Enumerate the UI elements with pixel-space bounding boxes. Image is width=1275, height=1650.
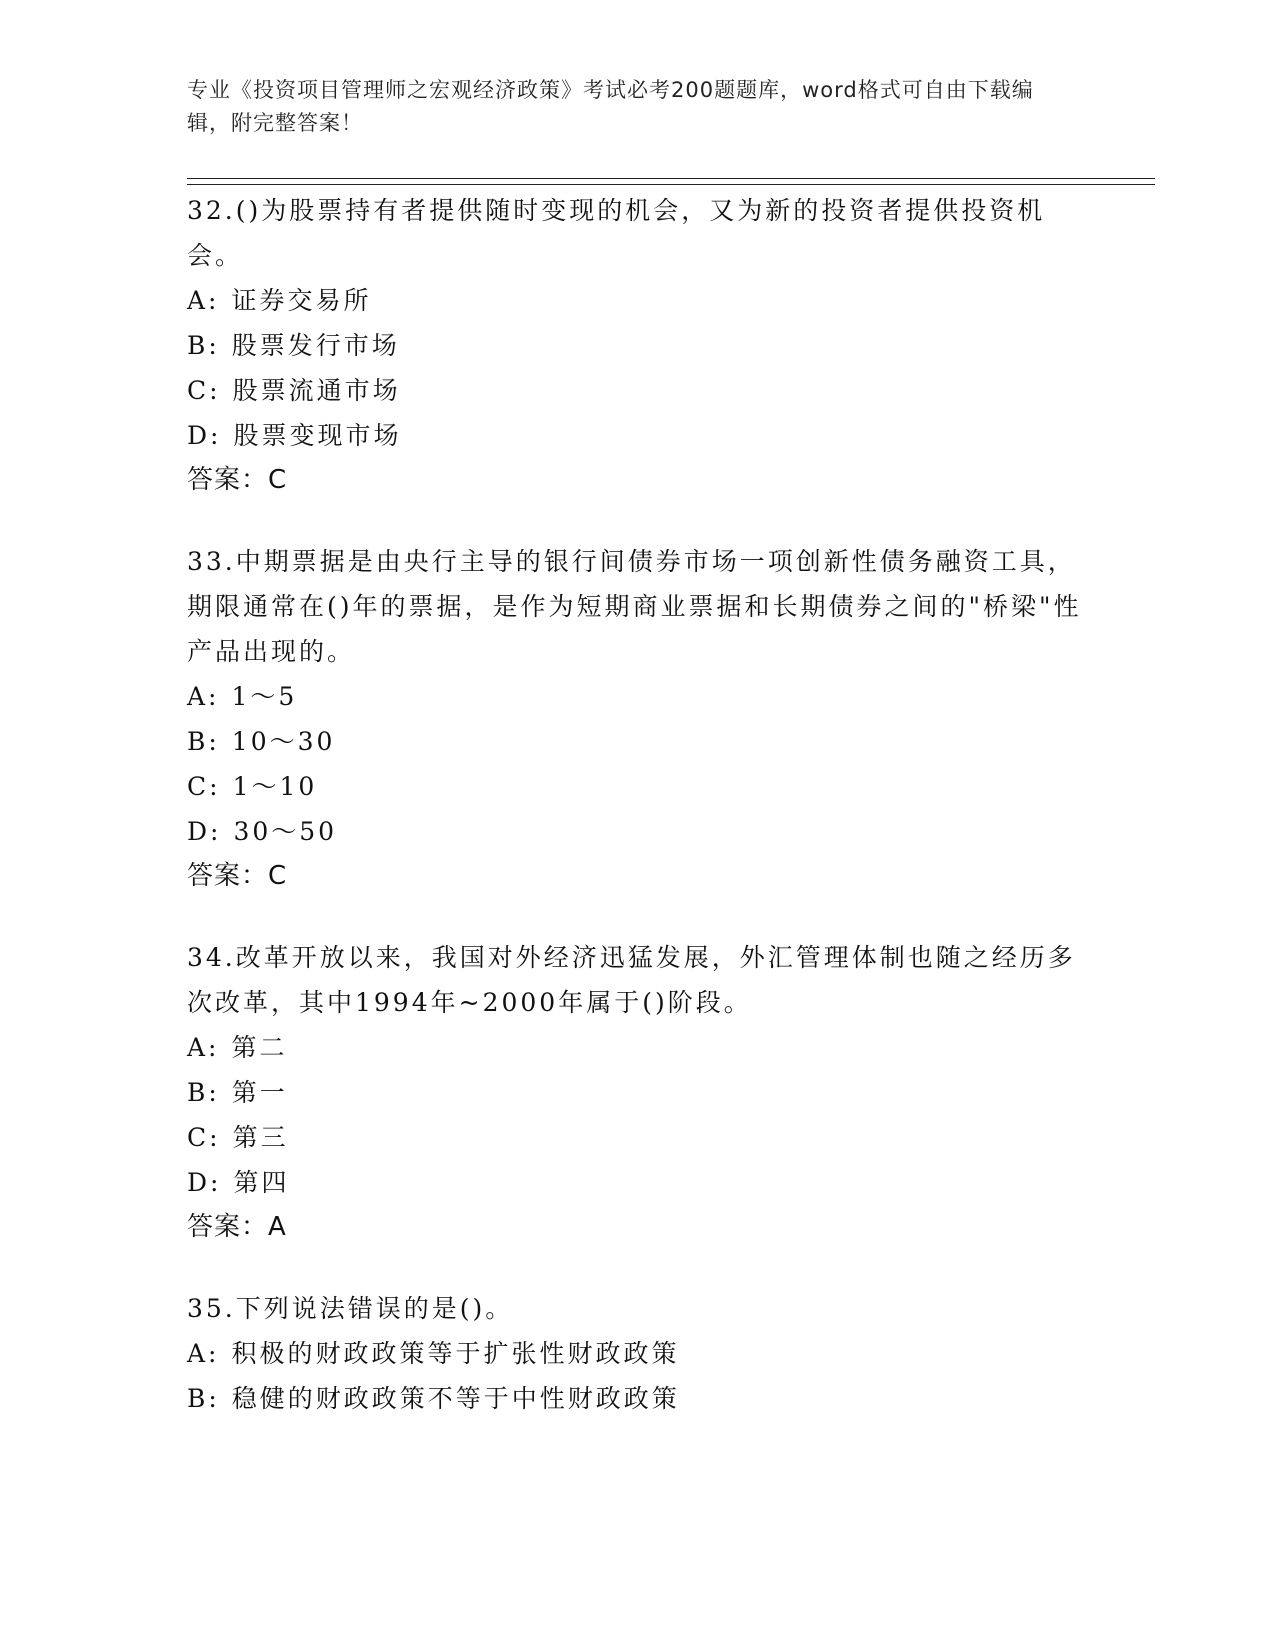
- option-b: [187, 323, 1087, 368]
- option-key: D:: [187, 421, 222, 450]
- option-key: B:: [187, 727, 220, 756]
- option-text: 第四: [233, 1168, 290, 1197]
- document-header: 专业《投资项目管理师之宏观经济政策》考试必考200题题库，word格式可自由下载编辑，附完整答案！: [187, 78, 1034, 135]
- option-key: B:: [187, 1384, 220, 1413]
- option-text: 10～30: [231, 727, 336, 756]
- option-text: 股票发行市场: [231, 331, 400, 360]
- option-key: D:: [187, 1168, 222, 1197]
- option-text: 第二: [231, 1033, 288, 1062]
- option-text: 1～10: [232, 772, 318, 801]
- question-list: [187, 188, 1087, 1457]
- option-text: 股票流通市场: [232, 376, 401, 405]
- option-key: C:: [187, 1123, 221, 1152]
- option-a: [187, 1331, 1087, 1376]
- option-d: [187, 1160, 1087, 1205]
- option-key: B:: [187, 1078, 220, 1107]
- option-text: 第一: [231, 1078, 288, 1107]
- answer-line: 答案：C: [187, 861, 288, 891]
- option-text: 稳健的财政政策不等于中性财政政策: [231, 1384, 680, 1413]
- option-key: D:: [187, 817, 222, 846]
- option-c: [187, 764, 1087, 809]
- answer-line: 答案：A: [187, 1212, 287, 1242]
- option-b: [187, 1376, 1087, 1421]
- option-c: [187, 1115, 1087, 1160]
- option-key: A:: [187, 286, 220, 315]
- question-34: [187, 935, 1087, 1250]
- question-33: [187, 539, 1087, 899]
- question-35: [187, 1286, 1087, 1421]
- option-key: C:: [187, 376, 221, 405]
- answer-line: 答案：C: [187, 465, 288, 495]
- option-text: 30～50: [233, 817, 338, 846]
- header-divider-bottom: [187, 184, 1155, 185]
- option-b: [187, 719, 1087, 764]
- option-a: [187, 1025, 1087, 1070]
- option-key: A:: [187, 1339, 220, 1368]
- option-text: 股票变现市场: [233, 421, 402, 450]
- question-stem: 35.下列说法错误的是()。: [187, 1294, 514, 1323]
- option-d: [187, 809, 1087, 854]
- option-text: 证券交易所: [231, 286, 372, 315]
- header-divider-top: [187, 178, 1155, 179]
- option-text: 第三: [232, 1123, 289, 1152]
- question-stem: 33.中期票据是由央行主导的银行间债券市场一项创新性债务融资工具，期限通常在()年的票据，是作为短期商业票据和长期债券之间的"桥梁"性产品出现的。: [187, 547, 1082, 666]
- option-c: [187, 368, 1087, 413]
- option-text: 积极的财政政策等于扩张性财政政策: [231, 1339, 680, 1368]
- option-key: A:: [187, 1033, 220, 1062]
- question-32: [187, 188, 1087, 503]
- option-a: [187, 278, 1087, 323]
- option-text: 1～5: [231, 682, 298, 711]
- option-d: [187, 413, 1087, 458]
- option-key: A:: [187, 682, 220, 711]
- question-stem: 32.()为股票持有者提供随时变现的机会，又为新的投资者提供投资机会。: [187, 196, 1046, 270]
- option-key: B:: [187, 331, 220, 360]
- question-stem: 34.改革开放以来，我国对外经济迅猛发展，外汇管理体制也随之经历多次改革，其中1994年~2000年属于()阶段。: [187, 943, 1076, 1017]
- option-key: C:: [187, 772, 221, 801]
- option-a: [187, 674, 1087, 719]
- option-b: [187, 1070, 1087, 1115]
